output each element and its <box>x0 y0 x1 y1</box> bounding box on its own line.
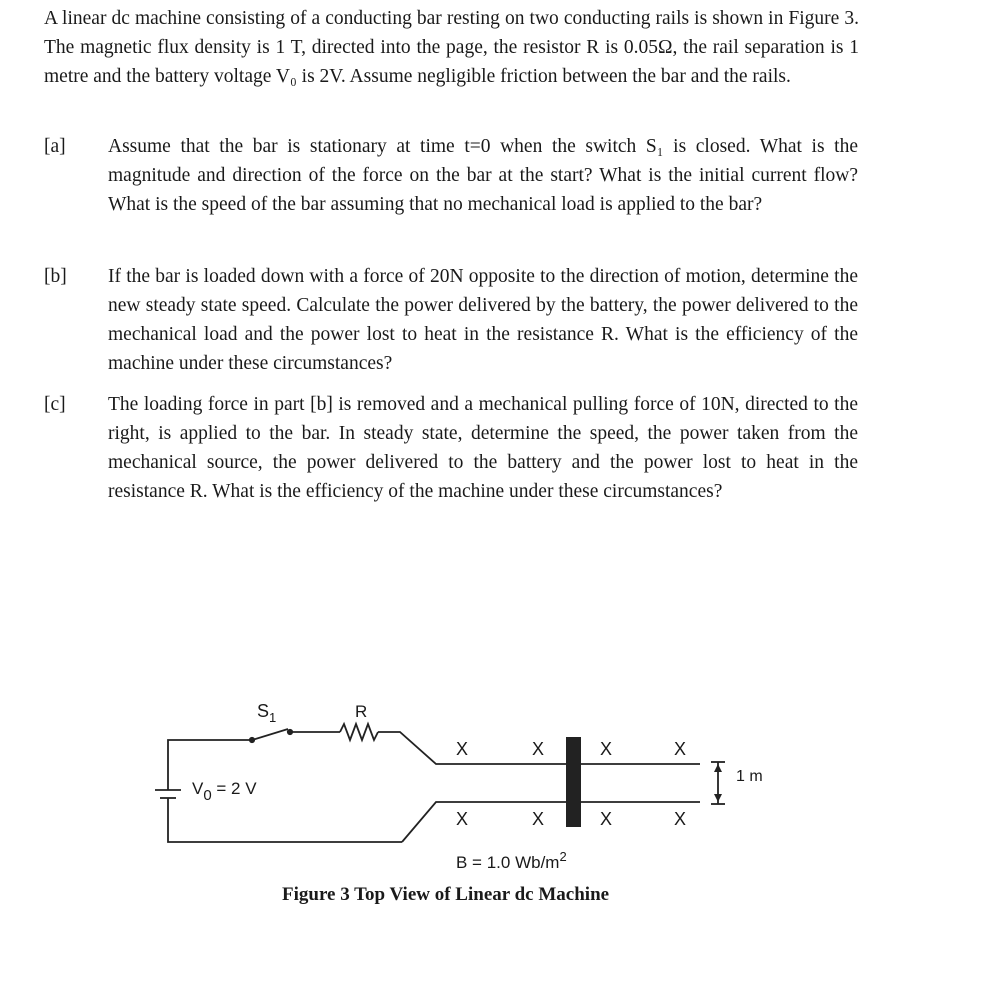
field-marker: X <box>455 809 469 829</box>
dimension-arrow-down <box>714 794 722 802</box>
battery-label: V0 = 2 V <box>192 779 257 804</box>
part-c-label: [c] <box>44 394 66 415</box>
resistor-label: R <box>355 702 368 721</box>
figure-caption: Figure 3 Top View of Linear dc Machine <box>282 884 610 905</box>
field-marker: X <box>599 809 613 829</box>
part-a-text: Assume that the bar is stationary at time t=0 when the switch S₁ is closed. What is the magnitude and direction of the force on the bar at the start? What is the initial current flow? What is the speed of the bar assuming that no mechanical load is applied to the bar? <box>108 136 858 215</box>
field-marker: X <box>673 739 687 759</box>
conducting-bar <box>566 737 581 827</box>
part-c-text: The loading force in part [b] is removed and a mechanical pulling force of 10N, directed to the right, is applied to the bar. In steady state, determine the speed, the power taken from the mechanical source, the power delivered to the battery and the power lost to heat in the resistance R. What is the efficiency of the machine under these circumstances? <box>108 394 858 502</box>
flux-density-label: B = 1.0 $Wb/m^2$ <box>456 849 567 872</box>
switch-label: $S_1$ <box>257 701 277 725</box>
field-marker: X <box>455 739 469 759</box>
switch-blade <box>252 729 288 740</box>
part-b-text: If the bar is loaded down with a force of 20N opposite to the direction of motion, determine the new steady state speed. Calculate the power delivered by the battery, the power delivered to the mechanical load and the power lost to heat in the resistance R. What is the efficiency of the machine under these circumstances? <box>108 266 858 374</box>
problem-intro: A linear dc machine consisting of a conducting bar resting on two conducting rails is shown in Figure 3. The magnetic flux density is 1 T, directed into the page, the resistor R is 0.05Ω, the rail separation is 1 metre and the battery voltage V₀ is 2V. Assume negligible friction between the bar and the rails. <box>44 8 859 87</box>
resistor-symbol <box>340 724 378 740</box>
wire-bottom-rail <box>402 802 700 842</box>
separation-label: 1 m <box>736 768 763 785</box>
dimension-arrow-up <box>714 764 722 772</box>
field-marker: X <box>531 739 545 759</box>
field-marker: X <box>531 809 545 829</box>
field-marker: X <box>599 739 613 759</box>
part-a-label: [a] <box>44 136 66 157</box>
part-b-label: [b] <box>44 266 67 287</box>
field-marker: X <box>673 809 687 829</box>
wire-bottom-left <box>168 810 402 842</box>
